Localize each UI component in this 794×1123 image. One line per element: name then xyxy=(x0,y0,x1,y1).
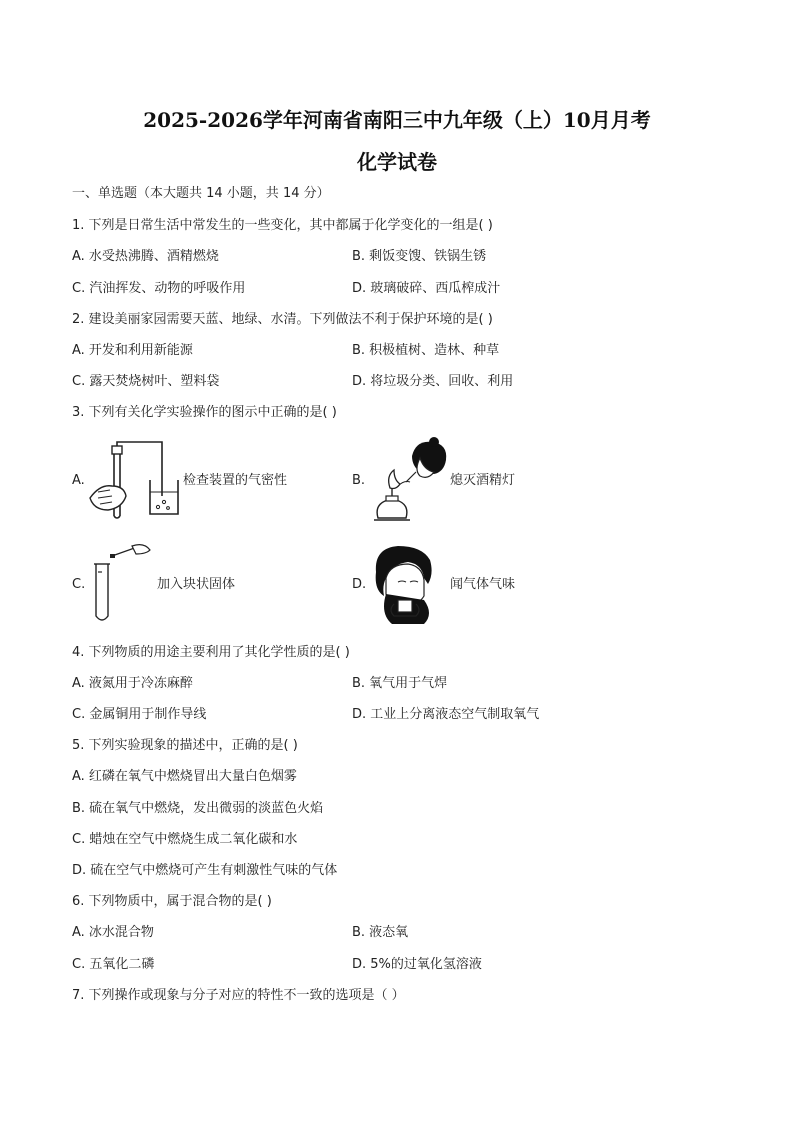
question-4-option-b: B. 氧气用于气焊 xyxy=(352,676,448,691)
question-3-caption-b: 熄灭酒精灯 xyxy=(450,473,516,488)
section-heading: 一、单选题（本大题共 14 小题，共 14 分） xyxy=(72,186,330,201)
question-7-stem: 7. 下列操作或现象与分子对应的特性不一致的选项是（ ） xyxy=(72,988,405,1003)
airtightness-check-illustration xyxy=(86,440,182,520)
question-1-option-b: B. 剩饭变馊、铁锅生锈 xyxy=(352,249,487,264)
question-6-option-a: A. 冰水混合物 xyxy=(72,925,154,940)
question-3-option-a: A. xyxy=(72,473,85,488)
question-3-caption-c: 加入块状固体 xyxy=(157,577,236,592)
question-3-option-d: D. xyxy=(352,577,367,592)
question-6-option-d: D. 5%的过氧化氢溶液 xyxy=(352,957,482,972)
question-5-option-a: A. 红磷在氧气中燃烧冒出大量白色烟雾 xyxy=(72,769,297,784)
question-3-stem: 3. 下列有关化学实验操作的图示中正确的是( ) xyxy=(72,405,337,420)
question-5-option-d: D. 硫在空气中燃烧可产生有刺激性气味的气体 xyxy=(72,863,338,878)
question-1-option-c: C. 汽油挥发、动物的呼吸作用 xyxy=(72,281,246,296)
question-4-option-c: C. 金属铜用于制作导线 xyxy=(72,707,207,722)
question-5-option-c: C. 蜡烛在空气中燃烧生成二氧化碳和水 xyxy=(72,832,298,847)
question-4-option-a: A. 液氮用于冷冻麻醉 xyxy=(72,676,193,691)
alcohol-lamp-blowing-illustration xyxy=(368,436,450,522)
question-3-caption-d: 闻气体气味 xyxy=(450,577,516,592)
question-4-stem: 4. 下列物质的用途主要利用了其化学性质的是( ) xyxy=(72,645,350,660)
question-6-option-c: C. 五氧化二磷 xyxy=(72,957,155,972)
question-6-stem: 6. 下列物质中，属于混合物的是( ) xyxy=(72,894,272,909)
question-3-caption-a: 检查装置的气密性 xyxy=(183,473,288,488)
question-2-option-a: A. 开发和利用新能源 xyxy=(72,343,193,358)
question-2-stem: 2. 建设美丽家园需要天蓝、地绿、水清。下列做法不利于保护环境的是( ) xyxy=(72,312,493,327)
question-3-option-c: C. xyxy=(72,577,86,592)
question-5-option-b: B. 硫在氧气中燃烧，发出微弱的淡蓝色火焰 xyxy=(72,801,324,816)
exam-title: 2025-2026学年河南省南阳三中九年级（上）10月月考 xyxy=(143,108,651,132)
smelling-gas-illustration xyxy=(368,544,436,626)
adding-solid-illustration xyxy=(92,542,154,624)
question-1-option-a: A. 水受热沸腾、酒精燃烧 xyxy=(72,249,219,264)
question-2-option-c: C. 露天焚烧树叶、塑料袋 xyxy=(72,374,220,389)
question-4-option-d: D. 工业上分离液态空气制取氧气 xyxy=(352,707,540,722)
question-5-stem: 5. 下列实验现象的描述中，正确的是( ) xyxy=(72,738,298,753)
question-3-option-b: B. xyxy=(352,473,366,488)
question-2-option-b: B. 积极植树、造林、种草 xyxy=(352,343,500,358)
question-6-option-b: B. 液态氧 xyxy=(352,925,409,940)
question-1-stem: 1. 下列是日常生活中常发生的一些变化，其中都属于化学变化的一组是( ) xyxy=(72,218,493,233)
question-2-option-d: D. 将垃圾分类、回收、利用 xyxy=(352,374,514,389)
question-1-option-d: D. 玻璃破碎、西瓜榨成汁 xyxy=(352,281,501,296)
exam-subtitle: 化学试卷 xyxy=(357,150,437,174)
